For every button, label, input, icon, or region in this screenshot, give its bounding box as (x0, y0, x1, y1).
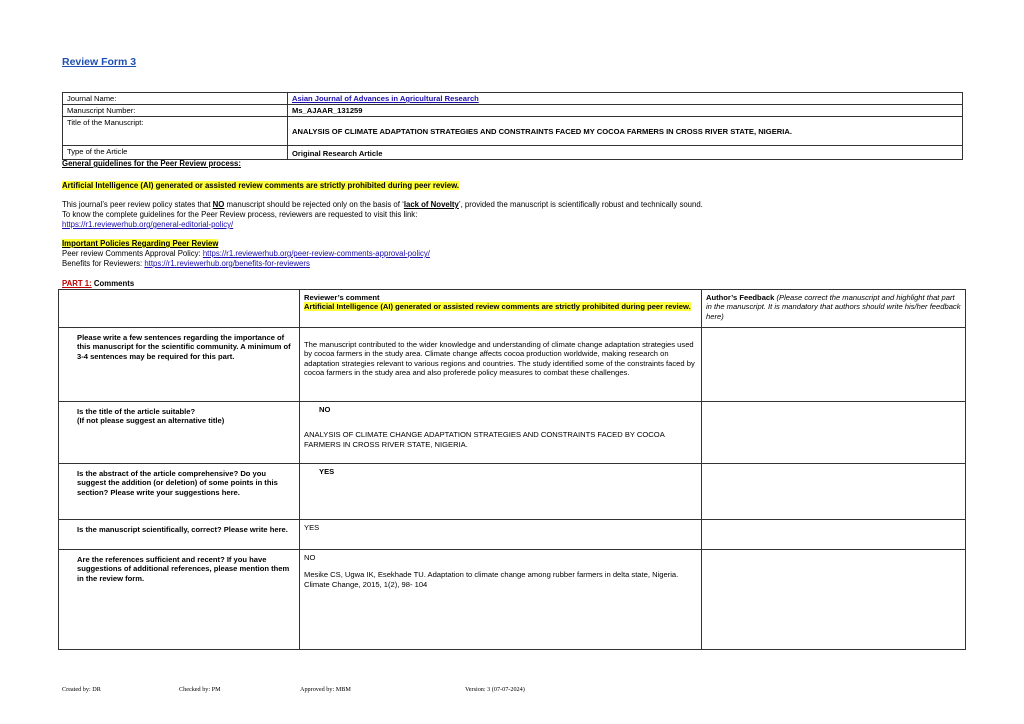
table-row (59, 328, 966, 402)
author-feedback-cell[interactable] (702, 550, 966, 650)
journal-link[interactable]: Asian Journal of Advances in Agricultural Research (292, 94, 479, 103)
manuscript-number-label: Manuscript Number: (63, 105, 288, 117)
form-title: Review Form 3 (62, 56, 137, 68)
footer-version: Version: 3 (07-07-2024) (465, 686, 525, 693)
author-feedback-cell[interactable] (702, 520, 966, 550)
complete-guidelines-text: To know the complete guidelines for the Peer Review process, reviewers are requested to visit this link: (62, 210, 418, 219)
approval-policy-line: Peer review Comments Approval Policy: https://r1.reviewerhub.org/peer-review-comments-approval-policy/ (62, 249, 430, 258)
author-feedback-cell[interactable] (702, 402, 966, 464)
author-note: (Please correct the manuscript and highlight that part in the manuscript. It is mandatory that authors should write his/her feedback here) (706, 293, 961, 321)
title-label: Title of the Manuscript: (63, 117, 288, 146)
info-row-type (63, 146, 963, 160)
part1-label: PART 1: (62, 279, 92, 288)
manuscript-info-table (62, 92, 963, 160)
comments-header-row (59, 290, 966, 328)
editorial-policy-link[interactable]: https://r1.reviewerhub.org/general-editorial-policy/ (62, 220, 234, 229)
row-answer: NO (304, 553, 316, 562)
row-comment-cell (300, 520, 702, 550)
row-comment-cell (300, 402, 702, 464)
author-feedback-cell[interactable] (702, 464, 966, 520)
author-feedback-cell[interactable] (702, 328, 966, 402)
footer-approved: Approved by: MBM (300, 686, 351, 693)
part1-heading: PART 1: Comments (62, 279, 135, 288)
row-comment: The manuscript contributed to the wider knowledge and understanding of climate change adaptation strategies used by cocoa farmers in the study area. Climate change affects cocoa production worldwide, making research on adaptation strategies relevant to various regions and countries. The study identified some of the constraints faced by cocoa farmers in the study area and also proferede policy measures to combat these challenges. (304, 340, 695, 378)
table-row (59, 464, 966, 520)
type-label: Type of the Article (63, 146, 288, 160)
info-row-journal (63, 93, 963, 105)
author-header: Author’s Feedback (706, 293, 775, 302)
row-answer: NO (319, 405, 331, 414)
row-question: Is the abstract of the article comprehensive? Do you suggest the addition (or deletion) of some points in this section? Please write your suggestions here. (59, 464, 300, 520)
info-row-manuscript-number (63, 105, 963, 117)
guidelines-heading: General guidelines for the Peer Review process: (62, 159, 241, 168)
reviewer-header: Reviewer’s comment (304, 293, 380, 302)
reviewer-ai-note: Artificial Intelligence (AI) generated or assisted review comments are strictly prohibited during peer review. (304, 302, 691, 312)
type-value: Original Research Article (288, 146, 963, 160)
row-comment-cell (300, 328, 702, 402)
row-answer: YES (304, 523, 320, 532)
table-row (59, 520, 966, 550)
table-row (59, 550, 966, 650)
journal-label: Journal Name: (63, 93, 288, 105)
info-row-title (63, 117, 963, 146)
comments-table (58, 289, 966, 650)
policies-heading: Important Policies Regarding Peer Review (62, 239, 219, 248)
review-policy-text: This journal’s peer review policy states that NO manuscript should be rejected only on the basis of ‘lack of Novelty’, provided the manuscript is scientifically robust and technically sound. (62, 200, 703, 209)
row-question: Is the title of the article suitable? (If not please suggest an alternative title) (59, 402, 300, 464)
row-comment: ANALYSIS OF CLIMATE CHANGE ADAPTATION STRATEGIES AND CONSTRAINTS FACED BY COCOA FARMERS IN CROSS RIVER STATE, NIGERIA. (304, 430, 665, 449)
header-empty-cell (59, 290, 300, 328)
benefits-link[interactable]: https://r1.reviewerhub.org/benefits-for-reviewers (144, 259, 310, 268)
table-row (59, 402, 966, 464)
footer-created: Created by: DR (62, 686, 101, 693)
row-comment-cell (300, 464, 702, 520)
title-value: ANALYSIS OF CLIMATE ADAPTATION STRATEGIES AND CONSTRAINTS FACED MY COCOA FARMERS IN CROSS RIVER STATE, NIGERIA. (288, 117, 963, 146)
benefits-line: Benefits for Reviewers: https://r1.reviewerhub.org/benefits-for-reviewers (62, 259, 310, 268)
footer-checked: Checked by: PM (179, 686, 221, 693)
author-header-cell (702, 290, 966, 328)
row-question: Is the manuscript scientifically, correct? Please write here. (59, 520, 300, 550)
ai-warning: Artificial Intelligence (AI) generated or assisted review comments are strictly prohibited during peer review. (62, 181, 460, 190)
policy-novelty: lack of Novelty (403, 200, 459, 209)
row-comment-cell (300, 550, 702, 650)
row-question: Are the references sufficient and recent? If you have suggestions of additional references, please mention them in the review form. (59, 550, 300, 650)
approval-policy-link[interactable]: https://r1.reviewerhub.org/peer-review-comments-approval-policy/ (202, 249, 430, 258)
row-question: Please write a few sentences regarding the importance of this manuscript for the scientific community. A minimum of 3-4 sentences may be required for this part. (59, 328, 300, 402)
row-answer: YES (319, 467, 335, 476)
policy-no: NO (212, 200, 225, 209)
reviewer-header-cell (300, 290, 702, 328)
manuscript-number-value: Ms_AJAAR_131259 (288, 105, 963, 117)
row-comment: Mesike CS, Ugwa IK, Esekhade TU. Adaptation to climate change among rubber farmers in delta state, Nigeria. Climate Change, 2015, 1(2), 98- 104 (304, 570, 679, 589)
